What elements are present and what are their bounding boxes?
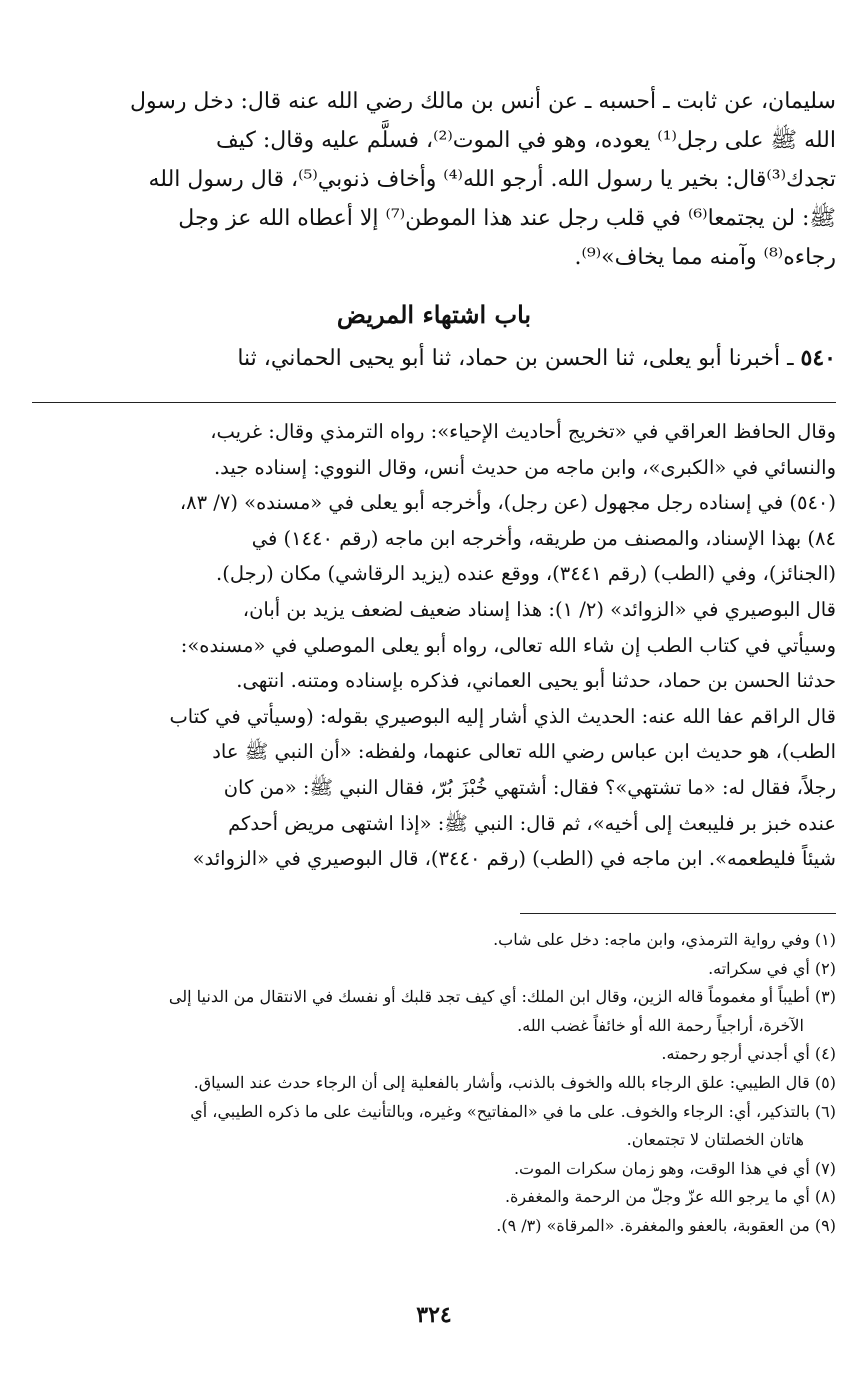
commentary-line: حدثنا الحسن بن حماد، حدثنا أبو يحيى العماني، فذكره بإسناده ومتنه. انتهى. <box>236 669 836 693</box>
footnote-line: (٤) أي أجدني أرجو رحمته. <box>661 1044 836 1064</box>
footnote-line: (٦) بالتذكير، أي: الرجاء والخوف. على ما في «المفاتيح» وغيره، وبالتأنيث على ما ذكره الطيبي، أي <box>190 1101 836 1121</box>
hadith-opening-text: ـ أخبرنا أبو يعلى، ثنا الحسن بن حماد، ثنا أبو يحيى الحماني، ثنا <box>237 346 794 371</box>
commentary-line: (٥٤٠) في إسناده رجل مجهول (عن رجل)، وأخرجه أبو يعلى في «مسنده» (٧/ ٨٣، <box>179 491 836 515</box>
commentary-line: وسيأتي في كتاب الطب إن شاء الله تعالى، رواه أبو يعلى الموصلي في «مسنده»: <box>180 633 836 657</box>
footnote-line: (٣) أطيباً أو مغموماً قاله الزين، وقال ابن الملك: أي كيف تجد قلبك أو نفسك في الانتقال من الدنيا إلى <box>168 987 836 1007</box>
hadith-line: رجاءه⁽⁸⁾ وآمنه مما يخاف»⁽⁹⁾. <box>574 245 836 270</box>
footnote-line: (٨) أي ما يرجو الله عزّ وجلّ من الرحمة والمغفرة. <box>504 1187 836 1207</box>
commentary-line: (الجنائز)، وفي (الطب) (رقم ٣٤٤١)، ووقع عنده (يزيد الرقاشي) مكان (رجل). <box>216 562 836 586</box>
commentary-line: قال البوصيري في «الزوائد» (٢/ ١): هذا إسناد ضعيف لضعف يزيد بن أبان، <box>242 597 836 621</box>
commentary-line: عنده خبز بر فليبعث إلى أخيه»، ثم قال: النبي ﷺ: «إذا اشتهى مريض أحدكم <box>228 811 836 835</box>
hadith-line: ﷺ: لن يجتمعا⁽⁶⁾ في قلب رجل عند هذا الموطن⁽⁷⁾ إلا أعطاه الله عز وجل <box>178 206 836 231</box>
commentary-line: الطب)، هو حديث ابن عباس رضي الله تعالى عنهما، ولفظه: «أن النبي ﷺ عاد <box>212 740 836 764</box>
footnote-line: الآخرة، أراجياً رحمة الله أو خائفاً غضب الله. <box>517 1015 804 1035</box>
commentary-line: وقال الحافظ العراقي في «تخريج أحاديث الإحياء»: رواه الترمذي وقال: غريب، <box>210 420 836 443</box>
footnote-line: (٧) أي في هذا الوقت، وهو زمان سكرات الموت. <box>513 1158 836 1178</box>
chapter-title: باب اشتهاء المريض <box>336 300 532 329</box>
footnote-line: (٩) من العقوبة، بالعفو والمغفرة. «المرقاة» (٣/ ٩). <box>496 1215 836 1235</box>
hadith-line: تجدك⁽³⁾قال: بخير يا رسول الله. أرجو الله⁽⁴⁾ وأخاف ذنوبي⁽⁵⁾، قال رسول الله <box>148 167 836 192</box>
commentary-line: قال الراقم عفا الله عنه: الحديث الذي أشار إليه البوصيري بقوله: (وسيأتي في كتاب <box>169 704 836 728</box>
hadith-number: ٥٤٠ <box>800 345 836 371</box>
commentary-line: والنسائي في «الكبرى»، وابن ماجه من حديث أنس، وقال النووي: إسناده جيد. <box>213 455 836 479</box>
hadith-line: سليمان، عن ثابت ـ أحسبه ـ عن أنس بن مالك رضي الله عنه قال: دخل رسول <box>130 89 836 114</box>
page-number: ٣٢٤ <box>416 1302 452 1328</box>
hadith-text <box>26 82 836 277</box>
commentary-line: رجلاً، فقال له: «ما تشتهي»؟ فقال: أشتهي خُبْزَ بُرّ، فقال النبي ﷺ: «من كان <box>223 775 836 799</box>
commentary-line: ٨٤) بهذا الإسناد، والمصنف من طريقه، وأخرجه ابن ماجه (رقم ١٤٤٠) في <box>251 526 836 550</box>
footnote-line: (٢) أي في سكراته. <box>708 958 836 978</box>
footnote-line: (١) وفي رواية الترمذي، وابن ماجه: دخل على شاب. <box>493 930 836 949</box>
commentary-text <box>26 414 836 877</box>
footnote-line: (٥) قال الطيبي: علق الرجاء بالله والخوف بالذنب، وأشار بالفعلية إلى أن الرجاء حدث عند السياق. <box>193 1072 836 1092</box>
footnotes <box>26 926 836 1241</box>
hadith-opening <box>26 340 836 377</box>
footnote-line: هاتان الخصلتان لا تجتمعان. <box>626 1130 804 1150</box>
section-divider <box>32 402 836 403</box>
hadith-line: الله ﷺ على رجل⁽¹⁾ يعوده، وهو في الموت⁽²⁾، فسلَّم عليه وقال: كيف <box>215 128 836 153</box>
commentary-line: شيئاً فليطعمه». ابن ماجه في (الطب) (رقم ٣٤٤٠)، قال البوصيري في «الزوائد» <box>192 847 836 871</box>
footnote-divider <box>520 913 836 914</box>
